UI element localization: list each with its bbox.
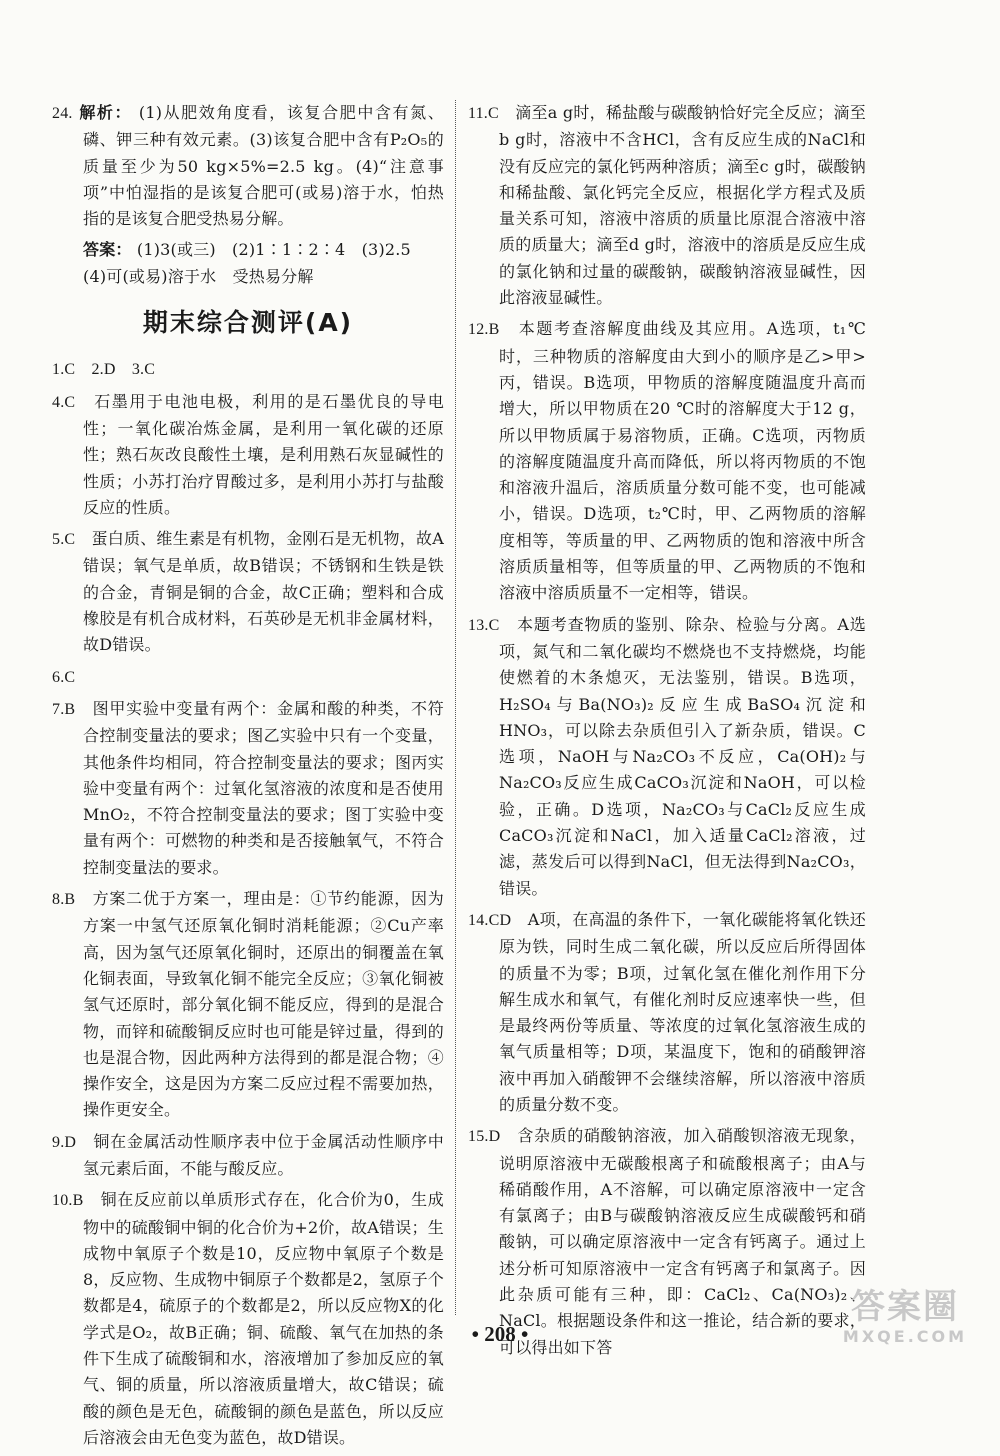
item-number: 6.C xyxy=(52,668,76,686)
question-24 xyxy=(52,100,444,232)
page-number: • 208 • xyxy=(471,1322,529,1346)
item-number: 10.B xyxy=(52,1192,84,1210)
answer-item xyxy=(52,1187,444,1451)
item-text: 铜在反应前以单质形式存在，化合价为0，生成物中的硫酸铜中铜的化合价为+2价，故A错误；生成物中氧原子个数是10，反应物中氧原子个数是8，反应物、生成物中铜原子个数都是2，氢原子个数都是4，硫原子的个数都是2，所以反应物X的化学式是O₂，故B正确；铜、硫酸、氧气在加热的条件下生成了硫酸铜和水，溶液增加了参加反应的氧气、铜的质量，所以溶液质量增大，故C错误；硫酸的颜色是无色，硫酸铜的颜色是蓝色，所以反应后溶液会由无色变为蓝色，故D错误。 xyxy=(83,1190,444,1447)
answer-item xyxy=(468,100,866,311)
answer-item xyxy=(468,907,866,1118)
analysis-text: (1)从肥效角度看，该复合肥中含有氮、磷、钾三种有效元素。(3)该复合肥中含有P₂O₅的质量至少为50 kg×5%=2.5 kg。(4)“注意事项”中怕湿指的是该复合肥可(或易)溶于水，怕热指的是该复合肥受热易分解。 xyxy=(83,103,444,229)
item-number: 14.CD xyxy=(468,911,512,929)
watermark-top: 答案圈 xyxy=(851,1287,959,1327)
answer-item xyxy=(52,356,444,383)
watermark-bottom: MXQE.COM xyxy=(842,1327,968,1346)
answer-text: (1)3(或三) (2)1∶1∶2∶4 (3)2.5 (4)可(或易)溶于水 受热易分解 xyxy=(83,240,428,286)
answer-item xyxy=(52,696,444,881)
item-text: 图甲实验中变量有两个：金属和酸的种类，不符合控制变量法的要求；图乙实验中只有一个变量，其他条件均相同，符合控制变量法的要求；图丙实验中变量有两个：过氧化氢溶液的浓度和是否使用MnO₂，不符合控制变量法的要求；图丁实验中变量有两个：可燃物的种类和是否接触氧气，不符合控制变量法的要求。 xyxy=(83,698,445,877)
answer-item xyxy=(52,1129,444,1183)
item-number: 15.D xyxy=(468,1128,501,1146)
watermark-logo xyxy=(830,1287,980,1357)
item-text: 含杂质的硝酸钠溶液，加入硝酸钡溶液无现象，说明原溶液中无碳酸根离子和硫酸根离子；由A与稀硝酸作用，A不溶解，可以确定原溶液中一定含有氯离子；由B与碳酸钠溶液反应生成碳酸钙和硝酸钠，可以确定原溶液中一定含有钙离子。通过上述分析可知原溶液中一定含有钙离子和氯离子。因此杂质可能有三种，即：CaCl₂、Ca(NO₃)₂、NaCl。根据题设条件和这一推论，结合新的要求，可以得出如下答 xyxy=(499,1126,867,1357)
item-number: 7.B xyxy=(52,700,76,718)
section-title: 期末综合测评(A) xyxy=(142,308,354,338)
item-number: 12.B xyxy=(468,321,500,339)
left-column xyxy=(52,100,444,1456)
answer-item xyxy=(52,526,444,658)
item-text: 蛋白质、维生素是有机物，金刚石是无机物，故A错误；氧气是单质，故B错误；不锈钢和生铁是铁的合金，青铜是铜的合金，故C正确；塑料和合成橡胶是有机合成材料，石英砂是无机非金属材料，故D错误。 xyxy=(83,529,444,655)
item-number: 4.C xyxy=(52,393,76,411)
answer-item xyxy=(52,664,444,691)
item-text: 铜在金属活动性顺序表中位于金属活动性顺序中氢元素后面，不能与酸反应。 xyxy=(83,1131,445,1178)
right-column xyxy=(468,100,866,1366)
answer-24 xyxy=(52,237,444,290)
answer-item xyxy=(52,389,444,521)
item-number: 13.C xyxy=(468,616,500,634)
item-number: 9.D xyxy=(52,1133,77,1151)
item-number: 5.C xyxy=(52,531,76,549)
item-text: 方案二优于方案一，理由是：①节约能源，因为方案一中氢气还原氧化铜时消耗能源；②Cu产率高，因为氢气还原氧化铜时，还原出的铜覆盖在氧化铜表面，导致氧化铜不能完全反应；③氧化铜被氢气还原时，部分氧化铜不能反应，得到的是混合物，而锌和硫酸铜反应时也可能是锌过量，得到的也是混合物，因此两种方法得到的都是混合物；④操作安全，这是因为方案二反应过程不需要加热，操作更安全。 xyxy=(83,889,445,1120)
answer-label: 答案： xyxy=(83,240,132,260)
item-number: 11.C xyxy=(468,105,499,122)
answer-item xyxy=(52,886,444,1124)
item-number: 1.C 2.D 3.C xyxy=(52,361,156,379)
item-text: 本题考查溶解度曲线及其应用。A选项，t₁℃时，三种物质的溶解度由大到小的顺序是乙>甲>丙，错误。B选项，甲物质的溶解度随温度升高而增大，所以甲物质在20 ℃时的溶解度大于12 g，所以甲物质属于易溶物质，正确。C选项，丙物质的溶解度随温度升高而降低，所以将丙物质的不饱和溶液升温后，溶质质量分数可能不变，也可能减小，错误。D选项，t₂℃时，甲、乙两物质的溶解度相等，等质量的甲、乙两物质的饱和溶液中所含溶质质量相等，但等质量的甲、乙两物质的不饱和溶液中溶质质量不一定相等，错误。 xyxy=(499,319,866,603)
item-text: A项，在高温的条件下，一氧化碳能将氧化铁还原为铁，同时生成二氧化碳，所以反应后所得固体的质量不为零；B项，过氧化氢在催化剂作用下分解生成水和氧气，有催化剂时反应速率快一些，但是最终两份等质量、等浓度的过氧化氢溶液生成的氧气质量相等；D项，某温度下，饱和的硝酸钾溶液中再加入硝酸钾不会继续溶解，所以溶液中溶质的质量分数不变。 xyxy=(499,909,867,1114)
column-divider xyxy=(455,100,456,1315)
answer-item xyxy=(468,316,866,606)
item-text: 本题考查物质的鉴别、除杂、检验与分离。A选项，氮气和二氧化碳均不燃烧也不支持燃烧，均能使燃着的木条熄灭，无法鉴别，错误。B选项，H₂SO₄与Ba(NO₃)₂反应生成BaSO₄沉淀和HNO₃，可以除去杂质但引入了新杂质，错误。C选项，NaOH与Na₂CO₃不反应，Ca(OH)₂与Na₂CO₃反应生成CaCO₃沉淀和NaOH，可以检验，正确。D选项，Na₂CO₃与CaCl₂反应生成CaCO₃沉淀和NaCl，加入适量CaCl₂溶液，过滤，蒸发后可以得到NaCl，但无法得到Na₂CO₃，错误。 xyxy=(499,614,866,898)
item-number: 8.B xyxy=(52,891,76,909)
item-text: 石墨用于电池电极，利用的是石墨优良的导电性；一氧化碳冶炼金属，是利用一氧化碳的还原性；熟石灰改良酸性土壤，是利用熟石灰显碱性的性质；小苏打治疗胃酸过多，是利用小苏打与盐酸反应的性质。 xyxy=(83,391,444,517)
item-text: 滴至a g时，稀盐酸与碳酸钠恰好完全反应；滴至b g时，溶液中不含HCl，含有反应生成的NaCl和没有反应完的氯化钙两种溶质；滴至c g时，碳酸钠和稀盐酸、氯化钙完全反应，根据化学方程式及质量关系可知，溶液中溶质的质量比原混合溶液中溶质的质量大；滴至d g时，溶液中的溶质是反应生成的氯化钠和过量的碳酸钠，碳酸钠溶液显碱性，因此溶液显碱性。 xyxy=(499,103,866,308)
question-number: 24. xyxy=(52,105,73,122)
analysis-label: 解析： xyxy=(79,103,133,122)
answer-item xyxy=(468,612,866,902)
